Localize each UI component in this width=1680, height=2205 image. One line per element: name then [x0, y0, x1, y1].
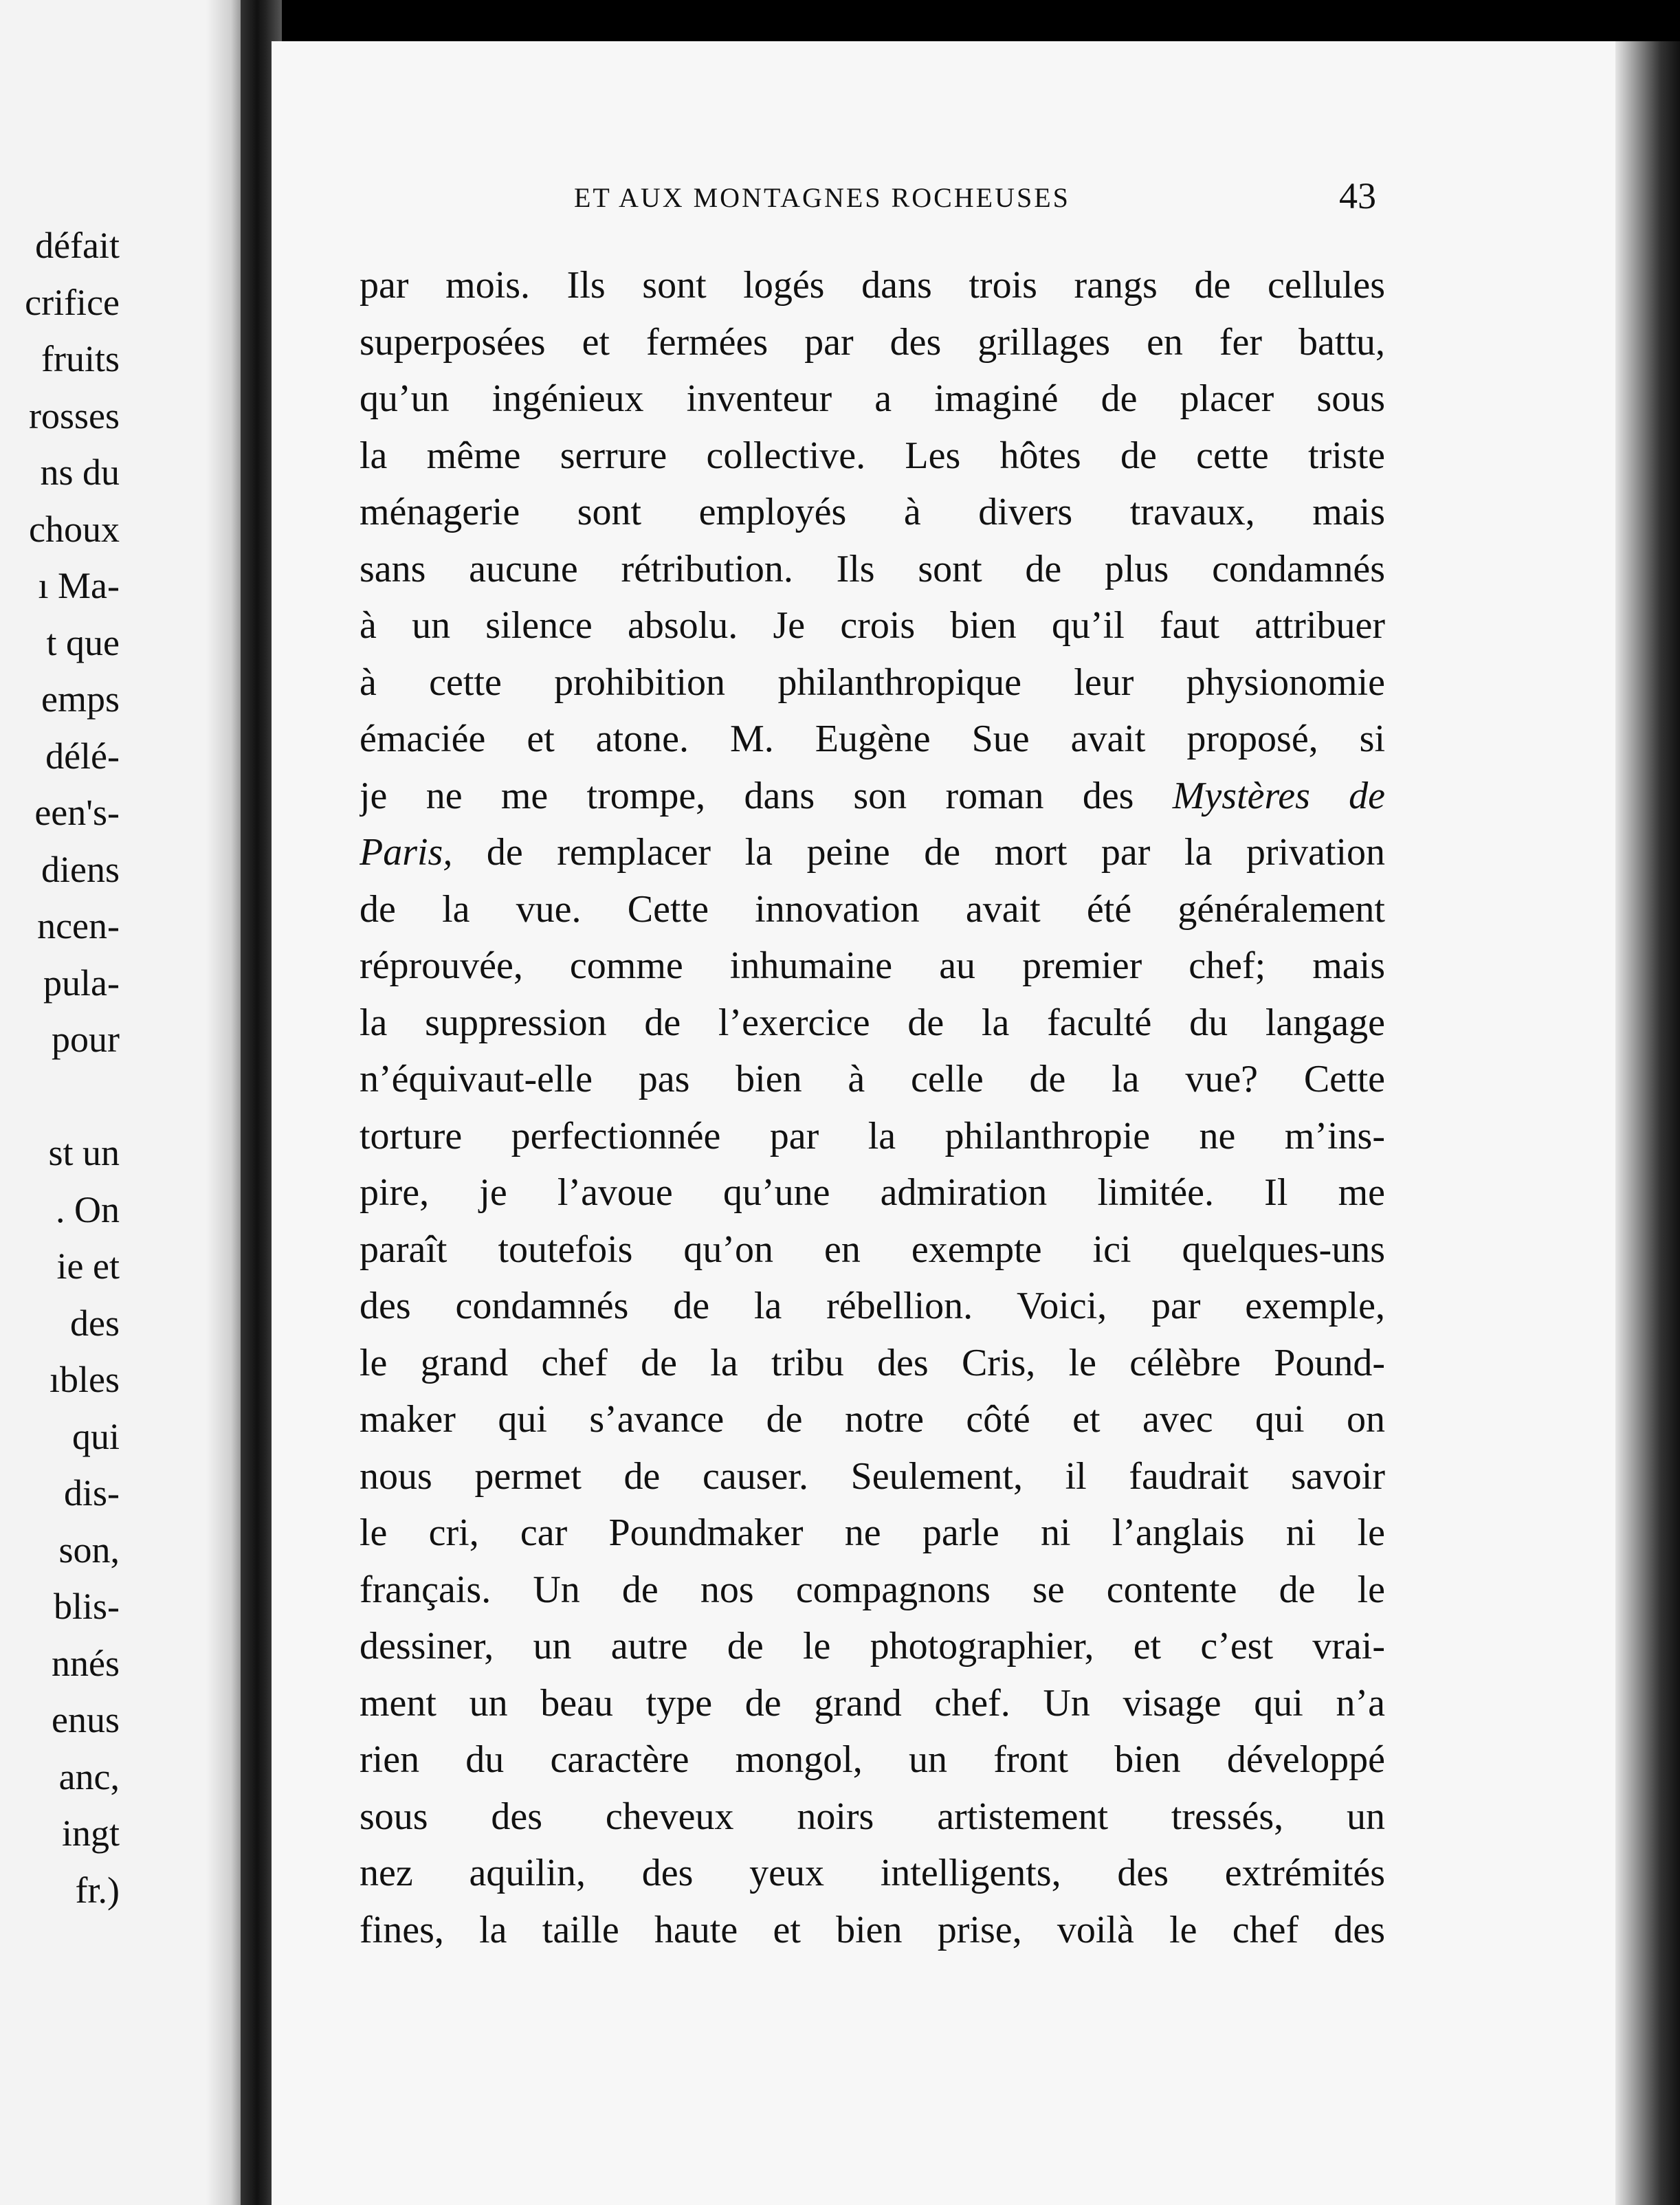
left-fragment-line: ıbles: [49, 1359, 120, 1400]
text-line: [360, 768, 1385, 825]
left-fragment-line: rosses: [29, 395, 120, 436]
text-segment: de remplacer la peine de mort par la privation: [486, 831, 1385, 874]
text-line: français. Un de nos compagnons se contente de le: [360, 1568, 1385, 1611]
left-fragment-line: [25, 1068, 120, 1125]
left-fragment-line: een's-: [34, 792, 120, 833]
left-fragment-line: nnés: [52, 1642, 120, 1684]
text-line: à cette prohibition philanthropique leur physionomie: [360, 661, 1385, 704]
left-fragment-line: blis-: [53, 1586, 120, 1627]
text-line: maker qui s’avance de notre côté et avec qui on: [360, 1398, 1385, 1441]
text-line: émaciée et atone. M. Eugène Sue avait proposé, si: [360, 718, 1385, 760]
text-line: des condamnés de la rébellion. Voici, par exemple,: [360, 1285, 1385, 1327]
text-line: la suppression de l’exercice de la faculté du langage: [360, 1001, 1385, 1044]
text-line: à un silence absolu. Je crois bien qu’il faut attribuer: [360, 604, 1385, 647]
text-segment: je ne me trompe, dans son roman des: [360, 774, 1134, 817]
text-line: qu’un ingénieux inventeur a imaginé de placer sous: [360, 377, 1385, 420]
left-fragment-line: ns du: [40, 452, 120, 493]
text-line: nez aquilin, des yeux intelligents, des extrémités: [360, 1852, 1385, 1894]
left-fragment-line: ı Ma-: [38, 565, 120, 606]
left-fragment-line: pula-: [43, 962, 120, 1004]
left-fragment-line: st un: [48, 1132, 120, 1173]
left-fragment-line: enus: [52, 1699, 120, 1740]
text-line: pire, je l’avoue qu’une admiration limitée. Il me: [360, 1171, 1385, 1214]
left-fragment-line: diens: [41, 848, 120, 890]
text-line: paraît toutefois qu’on en exempte ici quelques-uns: [360, 1228, 1385, 1271]
left-fragment-line: ie et: [56, 1245, 120, 1287]
left-fragment-line: défait: [35, 225, 120, 266]
text-line: par mois. Ils sont logés dans trois rangs de cellules: [360, 264, 1385, 307]
text-line: de la vue. Cette innovation avait été généralement: [360, 887, 1385, 931]
left-fragment-line: fr.): [75, 1869, 120, 1911]
running-head: ET AUX MONTAGNES ROCHEUSES: [574, 182, 1070, 213]
left-fragment-line: son,: [58, 1529, 120, 1571]
text-line: torture perfectionnée par la philanthropie ne m’ins-: [360, 1114, 1385, 1157]
left-fragment-line: pour: [52, 1019, 120, 1060]
text-line: sans aucune rétribution. Ils sont de plus condamnés: [360, 547, 1385, 590]
text-line: la même serrure collective. Les hôtes de cette triste: [360, 434, 1385, 477]
italic-book-title: Mystères de: [1172, 774, 1385, 817]
text-line: n’équivaut-elle pas bien à celle de la vue? Cette: [360, 1058, 1385, 1100]
text-line: [360, 824, 1385, 881]
left-fragment-line: anc,: [58, 1755, 120, 1797]
left-fragment-line: choux: [29, 508, 120, 550]
left-fragment-line: dis-: [64, 1472, 120, 1514]
left-fragment-line: emps: [41, 678, 120, 720]
left-fragment-line: fruits: [41, 338, 120, 379]
text-line: nous permet de causer. Seulement, il faudrait savoir: [360, 1454, 1385, 1498]
text-line: le grand chef de la tribu des Cris, le célèbre Pound-: [360, 1341, 1385, 1384]
text-line: dessiner, un autre de le photographier, et c’est vrai-: [360, 1625, 1385, 1667]
text-line: rien du caractère mongol, un front bien développé: [360, 1738, 1385, 1781]
text-line: ment un beau type de grand chef. Un visage qui n’a: [360, 1681, 1385, 1725]
text-line: le cri, car Poundmaker ne parle ni l’anglais ni le: [360, 1511, 1385, 1554]
left-fragment-line: crifice: [25, 281, 120, 323]
text-line: sous des cheveux noirs artistement tressés, un: [360, 1795, 1385, 1838]
left-fragment-line: qui: [71, 1415, 120, 1457]
page-number: 43: [1339, 175, 1376, 217]
right-page-edge-shadow: [1615, 41, 1680, 2205]
text-line: réprouvée, comme inhumaine au premier chef; mais: [360, 944, 1385, 987]
left-page-text-fragments: [25, 217, 120, 1918]
text-line: fines, la taille haute et bien prise, voilà le chef des: [360, 1908, 1385, 1951]
left-fragment-line: délé-: [45, 735, 120, 777]
left-fragment-line: . On: [56, 1188, 120, 1230]
left-fragment-line: ingt: [61, 1813, 120, 1854]
body-text: [360, 257, 1385, 1958]
left-fragment-line: t que: [46, 621, 120, 663]
italic-book-title: Paris,: [360, 831, 453, 874]
left-fragment-line: ncen-: [37, 905, 120, 946]
text-line: superposées et fermées par des grillages en fer battu,: [360, 320, 1385, 364]
left-fragment-line: des: [70, 1302, 120, 1344]
text-line: ménagerie sont employés à divers travaux, mais: [360, 491, 1385, 533]
